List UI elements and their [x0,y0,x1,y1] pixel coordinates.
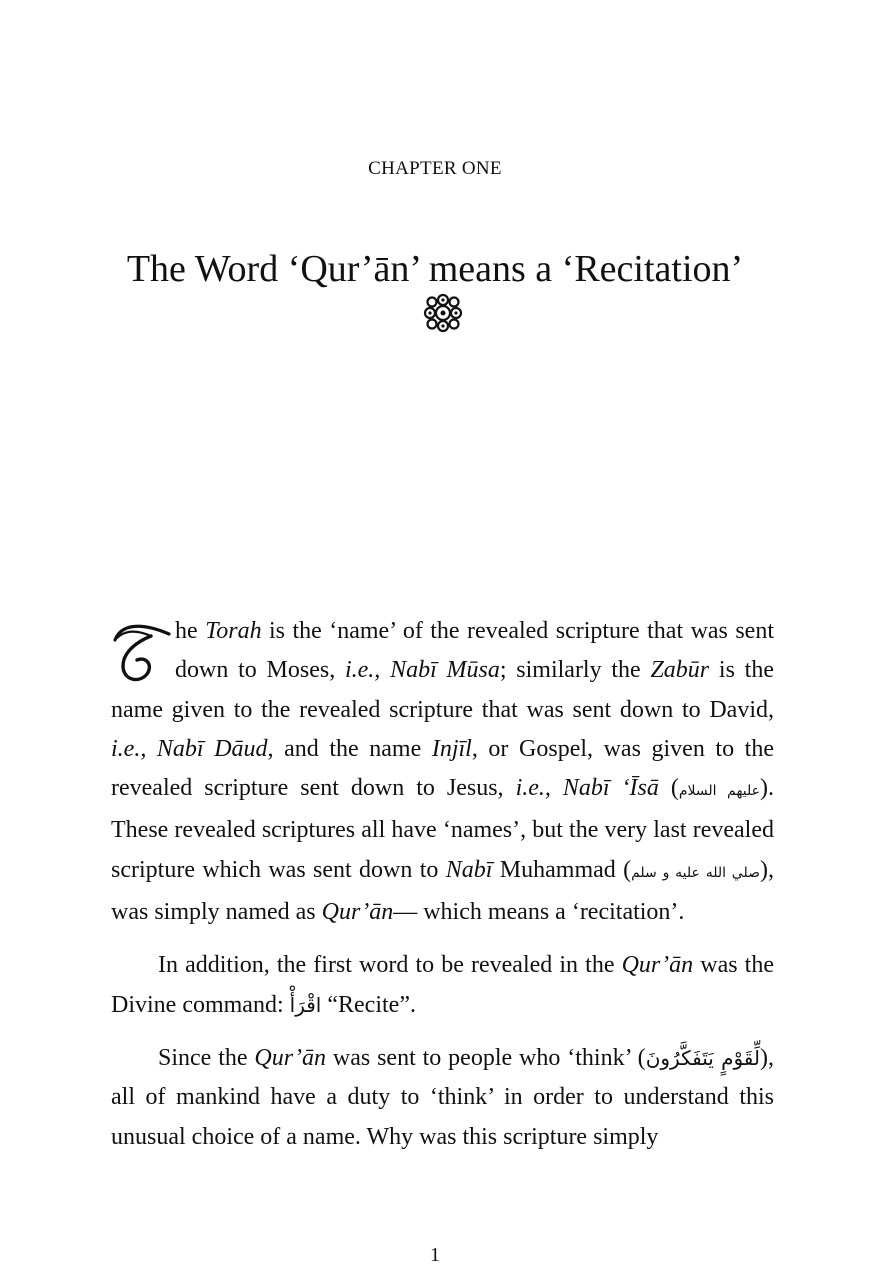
body-text [111,612,774,1157]
arabic-alayhim-salam: عليهم السلام [678,783,760,800]
chapter-label: CHAPTER ONE [368,158,502,179]
paragraph-1: T he Torah is the ‘name’ of the revealed scripture that was sent down to Moses, i.e., Nabī Mūsa; similarly the Zabūr is the name given to the revealed scripture that was sent down to David, i.e., Nabī Dāud, and the name Injīl, or Gospel, was given to the revealed scripture sent down to Jesus, i.e., Nabī ‘Īsā (عليهم السلام). These revealed scriptures all have ‘names’, but the very last revealed scripture which was sent down to Nabī Muhammad (صلي الله عليه و سلم), was simply named as Qur’ān— which means a ‘recitation’. [111,618,774,926]
chapter-title: The Word ‘Qur’ān’ means a ‘Recitation’ [126,248,744,290]
arabic-liqawm-yatafakkarun: لِّقَوْمٍ يَتَفَكَّرُونَ [645,1045,761,1070]
page-number: 1 [430,1244,440,1266]
paragraph-3: Since the Qur’ān was sent to people who ‘think’ (لِّقَوْمٍ يَتَفَكَّرُونَ), all of mankind have a duty to ‘think’ in order to understand this unusual choice of a name. Why was this scripture simply [111,1044,775,1150]
arabic-salla-allahu: صلي الله عليه و سلم [631,864,760,881]
arabic-iqra: اقْرَأْ [289,992,322,1017]
decorative-dropcap-t [111,618,173,688]
paragraph-2: In addition, the first word to be revealed in the Qur’ān was the Divine command: اقْرَأْ “Recite”. [111,952,774,1018]
dropcap-letter: T [111,618,112,619]
arabesque-ornament-icon [423,293,463,333]
